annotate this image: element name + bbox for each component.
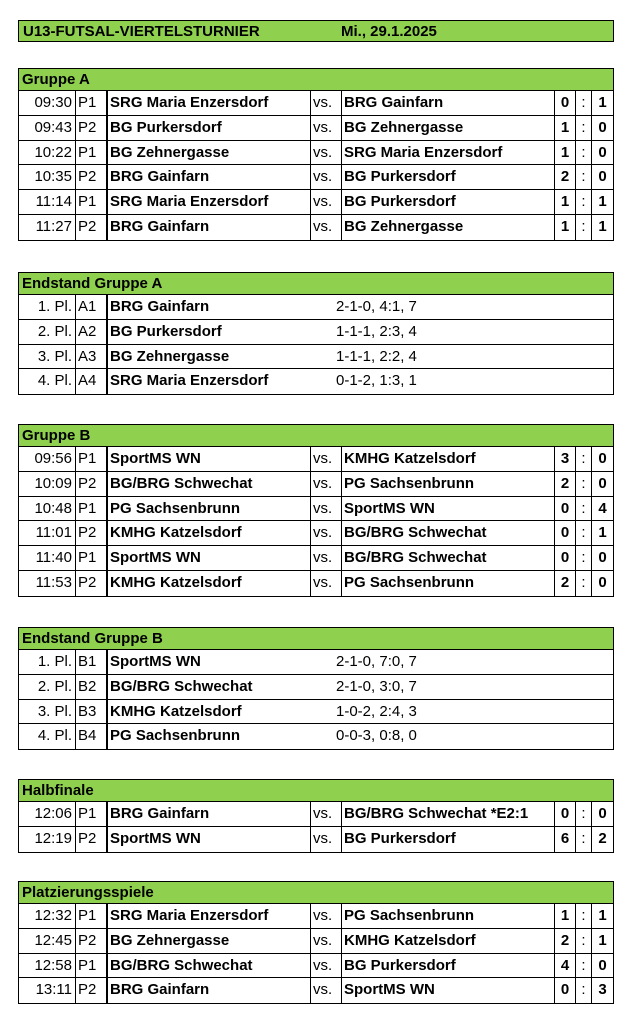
score-away: 4: [598, 499, 607, 517]
section-header: Endstand Gruppe A: [19, 273, 613, 295]
standing-team: SRG Maria Enzersdorf: [107, 369, 334, 394]
match-row: [19, 904, 613, 929]
score-home: 2: [554, 571, 576, 596]
section-header: Halbfinale: [19, 780, 613, 802]
match-time: 13:11: [19, 978, 76, 1003]
score-separator: :: [576, 141, 592, 165]
score-home: 1: [554, 190, 576, 214]
match-field: P2: [76, 165, 107, 189]
score-away: 1: [598, 907, 607, 924]
team-away: BG/BRG Schwechat: [344, 524, 487, 542]
team-away: BG Zehnergasse: [344, 217, 464, 235]
standing-record: 1-1-1, 2:3, 4: [336, 322, 417, 340]
match-row: [19, 165, 613, 190]
score-separator: :: [576, 472, 592, 496]
match-field: P1: [76, 954, 107, 978]
team-away: SRG Maria Enzersdorf: [344, 143, 503, 161]
score-separator: :: [576, 827, 592, 852]
score-home: 2: [554, 165, 576, 189]
vs-label: vs.: [310, 91, 342, 115]
team-home: KMHG Katzelsdorf: [107, 571, 310, 596]
team-home: KMHG Katzelsdorf: [107, 521, 310, 545]
team-home: BRG Gainfarn: [107, 978, 310, 1003]
team-away: SportMS WN: [344, 499, 435, 517]
score-away: 3: [598, 981, 607, 999]
match-time: 10:48: [19, 497, 76, 521]
section-header: Gruppe A: [19, 69, 613, 91]
match-row: [19, 571, 613, 596]
score-away: 0: [598, 143, 607, 161]
score-separator: :: [576, 571, 592, 596]
team-away: BG Purkersdorf: [344, 829, 456, 847]
score-separator: :: [576, 116, 592, 140]
standing-row: [19, 675, 613, 700]
match-field: P1: [76, 497, 107, 521]
score-separator: :: [576, 546, 592, 570]
standing-code: B1: [76, 650, 107, 674]
team-home: PG Sachsenbrunn: [107, 497, 310, 521]
match-time: 10:22: [19, 141, 76, 165]
section-semifinal: [18, 779, 614, 853]
score-separator: :: [576, 802, 592, 826]
score-home: 2: [554, 929, 576, 953]
team-away: KMHG Katzelsdorf: [344, 450, 476, 467]
standing-code: B3: [76, 700, 107, 724]
standing-row: [19, 650, 613, 675]
score-separator: :: [576, 190, 592, 214]
team-home: BRG Gainfarn: [107, 215, 310, 240]
score-separator: :: [576, 978, 592, 1003]
match-time: 11:14: [19, 190, 76, 214]
team-away: PG Sachsenbrunn: [344, 907, 475, 924]
score-home: 2: [554, 472, 576, 496]
match-row: [19, 190, 613, 215]
match-field: P1: [76, 141, 107, 165]
match-row: [19, 802, 613, 827]
vs-label: vs.: [310, 546, 342, 570]
score-away: 0: [598, 450, 607, 467]
score-separator: :: [576, 215, 592, 240]
standing-row: [19, 724, 613, 749]
standing-row: [19, 295, 613, 320]
standing-record: 2-1-0, 7:0, 7: [336, 653, 417, 670]
score-away: 0: [598, 956, 607, 974]
match-field: P1: [76, 802, 107, 826]
page-date: Mi., 29.1.2025: [341, 23, 437, 40]
score-away: 1: [598, 931, 607, 949]
section-placement: [18, 881, 614, 1004]
score-home: 0: [554, 521, 576, 545]
title-bar: [18, 20, 614, 42]
vs-label: vs.: [310, 215, 342, 240]
match-time: 09:43: [19, 116, 76, 140]
team-away: PG Sachsenbrunn: [344, 474, 475, 492]
vs-label: vs.: [310, 447, 342, 471]
score-home: 1: [554, 141, 576, 165]
team-away: PG Sachsenbrunn: [344, 573, 475, 591]
vs-label: vs.: [310, 954, 342, 978]
vs-label: vs.: [310, 521, 342, 545]
score-separator: :: [576, 954, 592, 978]
vs-label: vs.: [310, 978, 342, 1003]
match-time: 11:27: [19, 215, 76, 240]
score-home: 0: [554, 978, 576, 1003]
team-away: BRG Gainfarn: [344, 94, 444, 111]
match-field: P1: [76, 190, 107, 214]
standing-place: 1. Pl.: [19, 295, 76, 319]
match-row: [19, 521, 613, 546]
team-away: SportMS WN: [344, 981, 435, 999]
score-separator: :: [576, 521, 592, 545]
team-home: SportMS WN: [107, 546, 310, 570]
standing-place: 1. Pl.: [19, 650, 76, 674]
score-home: 3: [554, 447, 576, 471]
standing-code: B4: [76, 724, 107, 749]
section-standings-a: [18, 272, 614, 395]
standing-code: A1: [76, 295, 107, 319]
score-separator: :: [576, 929, 592, 953]
match-field: P2: [76, 571, 107, 596]
standing-record: 1-1-1, 2:2, 4: [336, 347, 417, 365]
team-away: BG Purkersdorf: [344, 956, 456, 974]
score-home: 4: [554, 954, 576, 978]
standing-team: BG/BRG Schwechat: [107, 675, 334, 699]
team-home: SRG Maria Enzersdorf: [107, 190, 310, 214]
score-home: 6: [554, 827, 576, 852]
score-away: 2: [598, 829, 607, 847]
team-home: SRG Maria Enzersdorf: [107, 91, 310, 115]
section-header: Gruppe B: [19, 425, 613, 447]
page-title: U13-FUTSAL-VIERTELSTURNIER: [23, 23, 260, 40]
team-home: BG/BRG Schwechat: [107, 954, 310, 978]
match-field: P2: [76, 116, 107, 140]
score-away: 1: [598, 94, 607, 111]
standing-team: BG Purkersdorf: [107, 320, 334, 344]
score-separator: :: [576, 447, 592, 471]
team-away: BG Purkersdorf: [344, 193, 456, 211]
section-group-b: [18, 424, 614, 597]
match-time: 11:40: [19, 546, 76, 570]
score-home: 1: [554, 904, 576, 928]
team-home: SportMS WN: [107, 447, 310, 471]
team-home: BRG Gainfarn: [107, 165, 310, 189]
standing-row: [19, 700, 613, 725]
match-time: 12:06: [19, 802, 76, 826]
score-away: 0: [598, 573, 607, 591]
vs-label: vs.: [310, 802, 342, 826]
vs-label: vs.: [310, 827, 342, 852]
standing-team: PG Sachsenbrunn: [107, 724, 334, 749]
standing-team: KMHG Katzelsdorf: [107, 700, 334, 724]
match-field: P1: [76, 447, 107, 471]
team-away: KMHG Katzelsdorf: [344, 931, 476, 949]
team-home: BG Zehnergasse: [107, 141, 310, 165]
match-field: P2: [76, 978, 107, 1003]
vs-label: vs.: [310, 904, 342, 928]
match-field: P2: [76, 215, 107, 240]
match-field: P2: [76, 827, 107, 852]
score-away: 0: [598, 474, 607, 492]
score-away: 0: [598, 805, 607, 822]
standing-place: 3. Pl.: [19, 345, 76, 369]
match-row: [19, 472, 613, 497]
score-away: 0: [598, 168, 607, 186]
vs-label: vs.: [310, 190, 342, 214]
match-field: P1: [76, 904, 107, 928]
standing-place: 2. Pl.: [19, 320, 76, 344]
match-row: [19, 546, 613, 571]
match-field: P2: [76, 521, 107, 545]
score-separator: :: [576, 165, 592, 189]
team-home: SportMS WN: [107, 827, 310, 852]
standing-row: [19, 345, 613, 370]
standing-row: [19, 369, 613, 394]
standing-place: 3. Pl.: [19, 700, 76, 724]
team-home: BG Purkersdorf: [107, 116, 310, 140]
match-time: 12:58: [19, 954, 76, 978]
standing-code: B2: [76, 675, 107, 699]
match-field: P1: [76, 546, 107, 570]
match-row: [19, 978, 613, 1003]
team-home: SRG Maria Enzersdorf: [107, 904, 310, 928]
standing-place: 4. Pl.: [19, 724, 76, 749]
standing-code: A4: [76, 369, 107, 394]
score-home: 1: [554, 116, 576, 140]
vs-label: vs.: [310, 141, 342, 165]
match-row: [19, 929, 613, 954]
score-home: 0: [554, 802, 576, 826]
score-home: 0: [554, 497, 576, 521]
standing-team: SportMS WN: [107, 650, 334, 674]
match-time: 12:32: [19, 904, 76, 928]
team-away: BG Purkersdorf: [344, 168, 456, 186]
match-row: [19, 91, 613, 116]
section-header: Platzierungsspiele: [19, 882, 613, 904]
vs-label: vs.: [310, 929, 342, 953]
score-home: 0: [554, 91, 576, 115]
match-field: P2: [76, 472, 107, 496]
vs-label: vs.: [310, 165, 342, 189]
vs-label: vs.: [310, 571, 342, 596]
team-home: BRG Gainfarn: [107, 802, 310, 826]
team-home: BG Zehnergasse: [107, 929, 310, 953]
match-row: [19, 954, 613, 979]
score-separator: :: [576, 91, 592, 115]
score-home: 0: [554, 546, 576, 570]
match-time: 09:56: [19, 447, 76, 471]
vs-label: vs.: [310, 472, 342, 496]
standing-code: A2: [76, 320, 107, 344]
team-away: BG Zehnergasse: [344, 118, 464, 136]
score-separator: :: [576, 497, 592, 521]
standing-place: 4. Pl.: [19, 369, 76, 394]
match-field: P2: [76, 929, 107, 953]
standing-place: 2. Pl.: [19, 675, 76, 699]
vs-label: vs.: [310, 497, 342, 521]
section-group-a: [18, 68, 614, 241]
section-header: Endstand Gruppe B: [19, 628, 613, 650]
score-away: 0: [598, 549, 607, 567]
standing-team: BRG Gainfarn: [107, 295, 334, 319]
score-home: 1: [554, 215, 576, 240]
match-time: 11:01: [19, 521, 76, 545]
match-time: 12:19: [19, 827, 76, 852]
match-time: 10:09: [19, 472, 76, 496]
score-away: 1: [598, 217, 607, 235]
match-row: [19, 827, 613, 852]
match-row: [19, 447, 613, 472]
match-row: [19, 497, 613, 522]
match-row: [19, 215, 613, 240]
standing-code: A3: [76, 345, 107, 369]
standing-record: 0-1-2, 1:3, 1: [336, 372, 417, 390]
standing-record: 1-0-2, 2:4, 3: [336, 702, 417, 720]
match-row: [19, 116, 613, 141]
team-home: BG/BRG Schwechat: [107, 472, 310, 496]
standing-record: 0-0-3, 0:8, 0: [336, 727, 417, 745]
standing-row: [19, 320, 613, 345]
section-standings-b: [18, 627, 614, 750]
score-separator: :: [576, 904, 592, 928]
match-field: P1: [76, 91, 107, 115]
team-away: BG/BRG Schwechat: [344, 549, 487, 567]
match-time: 09:30: [19, 91, 76, 115]
team-away: BG/BRG Schwechat *E2:1: [344, 805, 529, 822]
match-time: 12:45: [19, 929, 76, 953]
score-away: 1: [598, 193, 607, 211]
standing-record: 2-1-0, 3:0, 7: [336, 677, 417, 695]
standing-team: BG Zehnergasse: [107, 345, 334, 369]
match-time: 11:53: [19, 571, 76, 596]
match-row: [19, 141, 613, 166]
vs-label: vs.: [310, 116, 342, 140]
score-away: 0: [598, 118, 607, 136]
score-away: 1: [598, 524, 607, 542]
match-time: 10:35: [19, 165, 76, 189]
standing-record: 2-1-0, 4:1, 7: [336, 298, 417, 315]
